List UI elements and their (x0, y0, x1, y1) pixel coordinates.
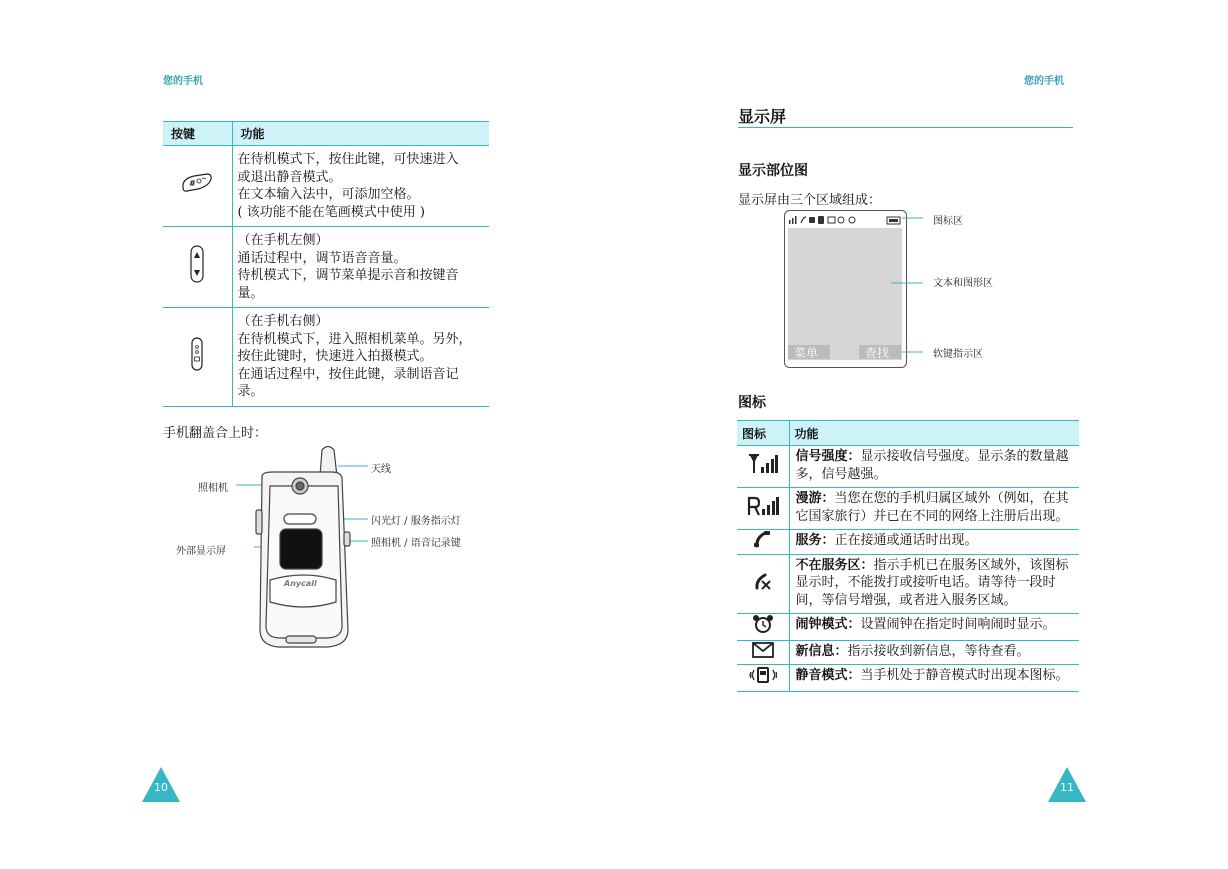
table-row: 漫游：当您在您的手机归属区域外（例如，在其它国家旅行）并已在不同的网络上注册后出现。 (737, 488, 1079, 530)
table-row: 服务：正在接通或通话时出现。 (737, 530, 1079, 555)
header-key: 按键 (163, 122, 232, 146)
section-divider (738, 127, 1073, 128)
camera-side-key-icon (191, 337, 203, 371)
svg-text:#: # (189, 179, 196, 189)
signal-strength-icon (748, 453, 778, 475)
right-running-head: 您的手机 (1024, 76, 1064, 87)
callout-icon-area: 图标区 (933, 216, 963, 227)
call-in-progress-icon (753, 530, 773, 548)
layout-title: 显示部位图 (738, 163, 808, 179)
brand-logo: Anycall (284, 579, 317, 588)
keys-table-header (163, 122, 489, 146)
section-title: 显示屏 (738, 107, 787, 126)
silent-mode-icon (749, 665, 777, 685)
header-function: 功能 (789, 421, 1079, 446)
hash-key-icon (180, 172, 214, 194)
icons-title: 图标 (738, 395, 766, 411)
callout-camera-key: 照相机 / 语音记录键 (371, 538, 461, 549)
callout-flash: 闪光灯 / 服务指示灯 (371, 516, 461, 527)
table-row: 不在服务区：指示手机已在服务区域外，该图标显示时，不能拨打或接听电话。请等待一段时间，等信号增强，或者进入服务区域。 (737, 554, 1079, 614)
table-row: 静音模式：当手机处于静音模式时出现本图标。 (737, 665, 1079, 692)
softkey-left-label: 菜单 (794, 346, 819, 360)
display-intro: 显示屏由三个区域组成： (738, 193, 882, 208)
closed-phone-caption: 手机翻盖合上时： (163, 426, 268, 441)
table-row: # 在待机模式下，按住此键，可快速进入 或退出静音模式。 在文本输入法中，可添加空格。 ( 该功能不能在笔画模式中使用 ) (163, 146, 489, 227)
callout-external-display: 外部显示屏 (176, 546, 226, 557)
callout-softkey-area: 软键指示区 (933, 349, 983, 360)
callout-camera: 照相机 (198, 483, 228, 494)
page-number-left: 10 (141, 765, 181, 805)
callout-text-area: 文本和图形区 (933, 278, 993, 289)
softkey-right-label: 查找 (865, 346, 890, 360)
display-layout-diagram (784, 210, 924, 370)
table-row: （在手机右侧） 在待机模式下，进入照相机菜单。另外， 按住此键时，快速进入拍摄模式。 在通话过程中，按住此键，录制语音记 录。 (163, 308, 489, 407)
no-service-icon (753, 572, 773, 590)
keys-function-table (163, 121, 489, 407)
icons-function-table (737, 420, 1079, 692)
volume-key-icon (190, 245, 204, 283)
table-row: 新信息：指示接收到新信息，等待查看。 (737, 640, 1079, 665)
left-running-head: 您的手机 (163, 76, 203, 87)
icon-table-header (737, 421, 1079, 446)
page-number-right: 11 (1047, 765, 1087, 805)
table-row: （在手机左侧） 通话过程中，调节语音音量。 待机模式下，调节菜单提示音和按键音 量。 (163, 227, 489, 308)
new-message-icon (752, 642, 774, 658)
header-function: 功能 (232, 122, 489, 146)
callout-antenna: 天线 (371, 464, 391, 475)
table-row: 信号强度：显示接收信号强度。显示条的数量越多，信号越强。 (737, 446, 1079, 488)
header-icon: 图标 (737, 421, 789, 446)
alarm-clock-icon (752, 614, 774, 634)
roaming-icon (747, 495, 779, 517)
table-row: 闹钟模式：设置闹钟在指定时间响闹时显示。 (737, 614, 1079, 641)
